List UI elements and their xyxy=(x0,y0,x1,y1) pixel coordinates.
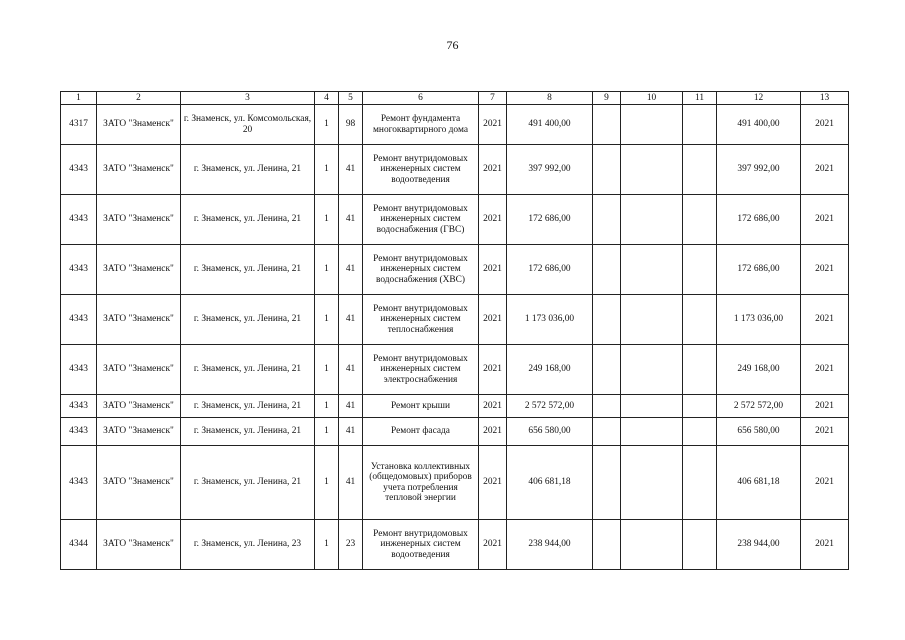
cell-col9 xyxy=(593,295,621,345)
cell-work-type: Ремонт внутридомовых инженерных систем электроснабжения xyxy=(363,345,479,395)
cell-work-type: Ремонт внутридомовых инженерных систем водоотведения xyxy=(363,520,479,570)
cell-object-id: 4343 xyxy=(61,395,97,418)
cell-address: г. Знаменск, ул. Ленина, 21 xyxy=(181,195,315,245)
cell-address: г. Знаменск, ул. Ленина, 23 xyxy=(181,520,315,570)
cell-cost: 172 686,00 xyxy=(507,195,593,245)
cell-col5: 98 xyxy=(339,105,363,145)
cell-work-type: Ремонт внутридомовых инженерных систем водоотведения xyxy=(363,145,479,195)
column-header: 5 xyxy=(339,92,363,105)
table-row xyxy=(61,418,849,446)
cell-object-id: 4343 xyxy=(61,446,97,520)
cell-col9 xyxy=(593,418,621,446)
cell-municipality: ЗАТО "Знаменск" xyxy=(97,145,181,195)
column-header: 11 xyxy=(683,92,717,105)
cell-year-end: 2021 xyxy=(801,145,849,195)
column-header: 4 xyxy=(315,92,339,105)
cell-cost: 249 168,00 xyxy=(507,345,593,395)
cell-total: 656 580,00 xyxy=(717,418,801,446)
cell-col4: 1 xyxy=(315,145,339,195)
cell-municipality: ЗАТО "Знаменск" xyxy=(97,105,181,145)
cell-col10 xyxy=(621,295,683,345)
column-header: 10 xyxy=(621,92,683,105)
capital-repair-table xyxy=(60,91,849,570)
table-row xyxy=(61,145,849,195)
cell-col4: 1 xyxy=(315,345,339,395)
cell-object-id: 4343 xyxy=(61,345,97,395)
cell-col10 xyxy=(621,520,683,570)
cell-col9 xyxy=(593,195,621,245)
cell-year-end: 2021 xyxy=(801,395,849,418)
cell-year: 2021 xyxy=(479,418,507,446)
cell-cost: 238 944,00 xyxy=(507,520,593,570)
cell-col11 xyxy=(683,295,717,345)
table-row xyxy=(61,245,849,295)
cell-address: г. Знаменск, ул. Ленина, 21 xyxy=(181,145,315,195)
cell-col4: 1 xyxy=(315,295,339,345)
cell-cost: 1 173 036,00 xyxy=(507,295,593,345)
cell-col10 xyxy=(621,145,683,195)
cell-cost: 2 572 572,00 xyxy=(507,395,593,418)
cell-year: 2021 xyxy=(479,520,507,570)
cell-total: 491 400,00 xyxy=(717,105,801,145)
cell-year: 2021 xyxy=(479,245,507,295)
cell-address: г. Знаменск, ул. Комсомольская, 20 xyxy=(181,105,315,145)
cell-object-id: 4343 xyxy=(61,195,97,245)
cell-year: 2021 xyxy=(479,446,507,520)
cell-col10 xyxy=(621,105,683,145)
cell-total: 238 944,00 xyxy=(717,520,801,570)
cell-municipality: ЗАТО "Знаменск" xyxy=(97,295,181,345)
cell-col4: 1 xyxy=(315,105,339,145)
cell-municipality: ЗАТО "Знаменск" xyxy=(97,418,181,446)
cell-col4: 1 xyxy=(315,446,339,520)
column-header: 2 xyxy=(97,92,181,105)
cell-total: 397 992,00 xyxy=(717,145,801,195)
cell-work-type: Ремонт внутридомовых инженерных систем водоснабжения (ГВС) xyxy=(363,195,479,245)
cell-cost: 656 580,00 xyxy=(507,418,593,446)
cell-address: г. Знаменск, ул. Ленина, 21 xyxy=(181,418,315,446)
column-header: 1 xyxy=(61,92,97,105)
cell-year-end: 2021 xyxy=(801,295,849,345)
table-row xyxy=(61,195,849,245)
cell-work-type: Установка коллективных (общедомовых) приборов учета потребления тепловой энергии xyxy=(363,446,479,520)
cell-col4: 1 xyxy=(315,520,339,570)
cell-address: г. Знаменск, ул. Ленина, 21 xyxy=(181,395,315,418)
cell-year-end: 2021 xyxy=(801,446,849,520)
cell-total: 406 681,18 xyxy=(717,446,801,520)
cell-municipality: ЗАТО "Знаменск" xyxy=(97,446,181,520)
cell-col5: 41 xyxy=(339,295,363,345)
cell-total: 1 173 036,00 xyxy=(717,295,801,345)
cell-total: 249 168,00 xyxy=(717,345,801,395)
column-header: 13 xyxy=(801,92,849,105)
cell-object-id: 4343 xyxy=(61,418,97,446)
cell-col9 xyxy=(593,520,621,570)
cell-work-type: Ремонт фундамента многоквартирного дома xyxy=(363,105,479,145)
cell-year: 2021 xyxy=(479,195,507,245)
cell-col9 xyxy=(593,395,621,418)
cell-col11 xyxy=(683,418,717,446)
cell-year-end: 2021 xyxy=(801,345,849,395)
cell-col11 xyxy=(683,105,717,145)
cell-municipality: ЗАТО "Знаменск" xyxy=(97,520,181,570)
cell-address: г. Знаменск, ул. Ленина, 21 xyxy=(181,245,315,295)
cell-municipality: ЗАТО "Знаменск" xyxy=(97,195,181,245)
table-row xyxy=(61,446,849,520)
column-header: 8 xyxy=(507,92,593,105)
cell-municipality: ЗАТО "Знаменск" xyxy=(97,245,181,295)
cell-work-type: Ремонт внутридомовых инженерных систем водоснабжения (ХВС) xyxy=(363,245,479,295)
column-header: 3 xyxy=(181,92,315,105)
column-header: 9 xyxy=(593,92,621,105)
cell-year: 2021 xyxy=(479,345,507,395)
cell-col10 xyxy=(621,195,683,245)
cell-col11 xyxy=(683,195,717,245)
cell-object-id: 4343 xyxy=(61,145,97,195)
cell-cost: 172 686,00 xyxy=(507,245,593,295)
column-header: 6 xyxy=(363,92,479,105)
cell-total: 172 686,00 xyxy=(717,245,801,295)
cell-col10 xyxy=(621,418,683,446)
cell-col10 xyxy=(621,345,683,395)
table-row xyxy=(61,295,849,345)
cell-year: 2021 xyxy=(479,295,507,345)
cell-year-end: 2021 xyxy=(801,195,849,245)
table-row xyxy=(61,345,849,395)
cell-year-end: 2021 xyxy=(801,520,849,570)
cell-address: г. Знаменск, ул. Ленина, 21 xyxy=(181,446,315,520)
cell-object-id: 4343 xyxy=(61,245,97,295)
cell-col10 xyxy=(621,395,683,418)
cell-object-id: 4343 xyxy=(61,295,97,345)
cell-col5: 41 xyxy=(339,245,363,295)
cell-cost: 491 400,00 xyxy=(507,105,593,145)
cell-col11 xyxy=(683,520,717,570)
cell-work-type: Ремонт фасада xyxy=(363,418,479,446)
cell-address: г. Знаменск, ул. Ленина, 21 xyxy=(181,295,315,345)
cell-col4: 1 xyxy=(315,245,339,295)
cell-col9 xyxy=(593,145,621,195)
cell-total: 172 686,00 xyxy=(717,195,801,245)
cell-col11 xyxy=(683,245,717,295)
cell-year: 2021 xyxy=(479,145,507,195)
cell-col11 xyxy=(683,395,717,418)
cell-col5: 41 xyxy=(339,395,363,418)
cell-col11 xyxy=(683,145,717,195)
cell-col5: 41 xyxy=(339,345,363,395)
cell-work-type: Ремонт внутридомовых инженерных систем теплоснабжения xyxy=(363,295,479,345)
cell-year-end: 2021 xyxy=(801,105,849,145)
cell-col9 xyxy=(593,446,621,520)
cell-col11 xyxy=(683,345,717,395)
cell-col4: 1 xyxy=(315,418,339,446)
cell-year-end: 2021 xyxy=(801,418,849,446)
cell-object-id: 4317 xyxy=(61,105,97,145)
table-header xyxy=(61,92,849,105)
cell-municipality: ЗАТО "Знаменск" xyxy=(97,395,181,418)
cell-total: 2 572 572,00 xyxy=(717,395,801,418)
table-body xyxy=(61,105,849,570)
cell-year: 2021 xyxy=(479,395,507,418)
cell-cost: 397 992,00 xyxy=(507,145,593,195)
cell-year-end: 2021 xyxy=(801,245,849,295)
header-row xyxy=(61,92,849,105)
cell-col9 xyxy=(593,245,621,295)
cell-work-type: Ремонт крыши xyxy=(363,395,479,418)
table-row xyxy=(61,395,849,418)
cell-address: г. Знаменск, ул. Ленина, 21 xyxy=(181,345,315,395)
cell-col5: 41 xyxy=(339,418,363,446)
cell-col9 xyxy=(593,345,621,395)
cell-col4: 1 xyxy=(315,395,339,418)
cell-municipality: ЗАТО "Знаменск" xyxy=(97,345,181,395)
column-header: 12 xyxy=(717,92,801,105)
cell-col5: 23 xyxy=(339,520,363,570)
cell-object-id: 4344 xyxy=(61,520,97,570)
cell-cost: 406 681,18 xyxy=(507,446,593,520)
cell-col10 xyxy=(621,446,683,520)
cell-year: 2021 xyxy=(479,105,507,145)
cell-col11 xyxy=(683,446,717,520)
cell-col10 xyxy=(621,245,683,295)
cell-col5: 41 xyxy=(339,446,363,520)
cell-col5: 41 xyxy=(339,145,363,195)
page-number: 76 xyxy=(446,38,459,52)
table-row xyxy=(61,105,849,145)
cell-col4: 1 xyxy=(315,195,339,245)
cell-col5: 41 xyxy=(339,195,363,245)
table-row xyxy=(61,520,849,570)
column-header: 7 xyxy=(479,92,507,105)
cell-col9 xyxy=(593,105,621,145)
